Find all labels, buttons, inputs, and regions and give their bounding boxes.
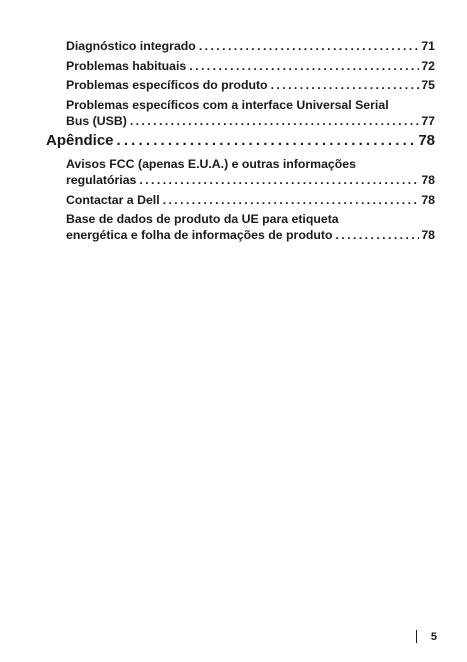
- toc-entry-title: Diagnóstico integrado: [66, 39, 196, 53]
- toc-entry-title: Contactar a Dell: [66, 192, 160, 207]
- toc-entry-contactar-dell[interactable]: [66, 192, 435, 208]
- toc-entry-page: 78: [418, 132, 435, 149]
- dot-leader: [189, 58, 419, 74]
- toc-entry-problemas-habituais[interactable]: [66, 58, 435, 74]
- toc-entry-title: regulatórias: [66, 173, 137, 187]
- dot-leader: [130, 113, 420, 129]
- toc-entry-page: 78: [421, 192, 435, 207]
- toc-entry-page: 77: [421, 113, 435, 128]
- toc-entry-title: Bus (USB): [66, 113, 127, 128]
- dot-leader: [336, 227, 420, 243]
- toc-entry-page: 72: [421, 58, 435, 73]
- toc-entry-page: 71: [421, 39, 435, 53]
- toc-entry-title-line: Base de dados de produto da UE para etiqueta: [66, 212, 339, 226]
- toc-entry-page: 75: [421, 78, 435, 92]
- toc-entry-title: Apêndice: [46, 132, 114, 149]
- dot-leader: [139, 172, 419, 188]
- toc-entry-base-dados-ue[interactable]: [66, 211, 435, 243]
- toc-entry-title-line: Problemas específicos com a interface Universal Serial: [66, 97, 389, 112]
- toc-entry-page: 78: [421, 173, 435, 187]
- toc-entry-title: energética e folha de informações de produto: [66, 228, 333, 242]
- page-footer: [416, 630, 437, 643]
- toc-entry-problemas-usb[interactable]: [66, 97, 435, 129]
- footer-divider: [416, 630, 417, 643]
- table-of-contents: [46, 38, 435, 247]
- toc-entry-apendice[interactable]: [46, 132, 435, 150]
- dot-leader: [199, 38, 420, 54]
- page-number: 5: [430, 630, 437, 643]
- toc-entry-problemas-especificos-produto[interactable]: [66, 77, 435, 93]
- dot-leader: [117, 132, 417, 150]
- toc-entry-title: Problemas específicos do produto: [66, 78, 268, 92]
- toc-entry-page: 78: [421, 228, 435, 242]
- toc-entry-avisos-fcc[interactable]: [66, 156, 435, 188]
- toc-entry-diagnostico-integrado[interactable]: [66, 38, 435, 54]
- dot-leader: [163, 192, 420, 208]
- dot-leader: [271, 77, 420, 93]
- toc-entry-title-line: Avisos FCC (apenas E.U.A.) e outras informações: [66, 157, 356, 171]
- toc-entry-title: Problemas habituais: [66, 58, 187, 73]
